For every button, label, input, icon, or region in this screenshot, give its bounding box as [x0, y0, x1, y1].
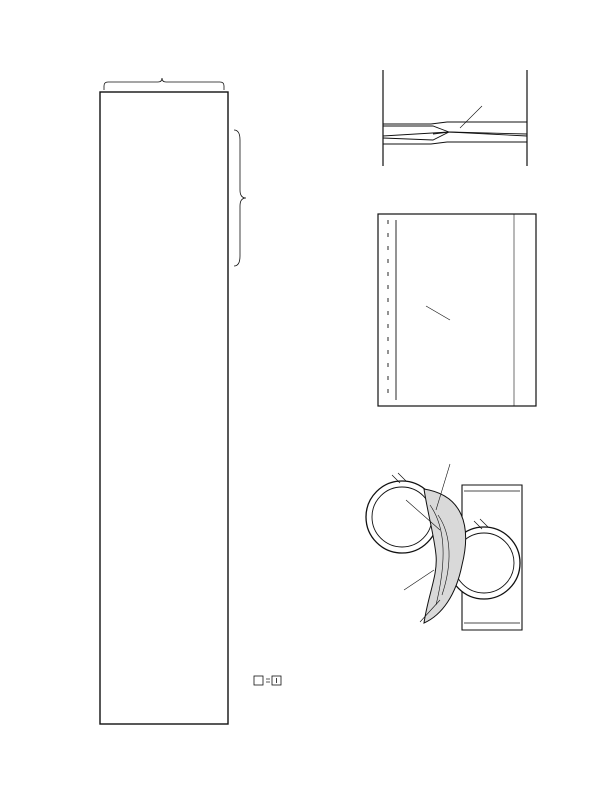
knitting-chart — [100, 68, 240, 728]
bag-leaders — [400, 460, 490, 620]
lining-leaders — [420, 300, 480, 360]
chart-frame — [100, 92, 228, 724]
row-markers — [100, 70, 240, 110]
repeat-brace — [232, 130, 262, 270]
legend-symbols — [254, 676, 284, 688]
seam-leader — [458, 104, 498, 134]
